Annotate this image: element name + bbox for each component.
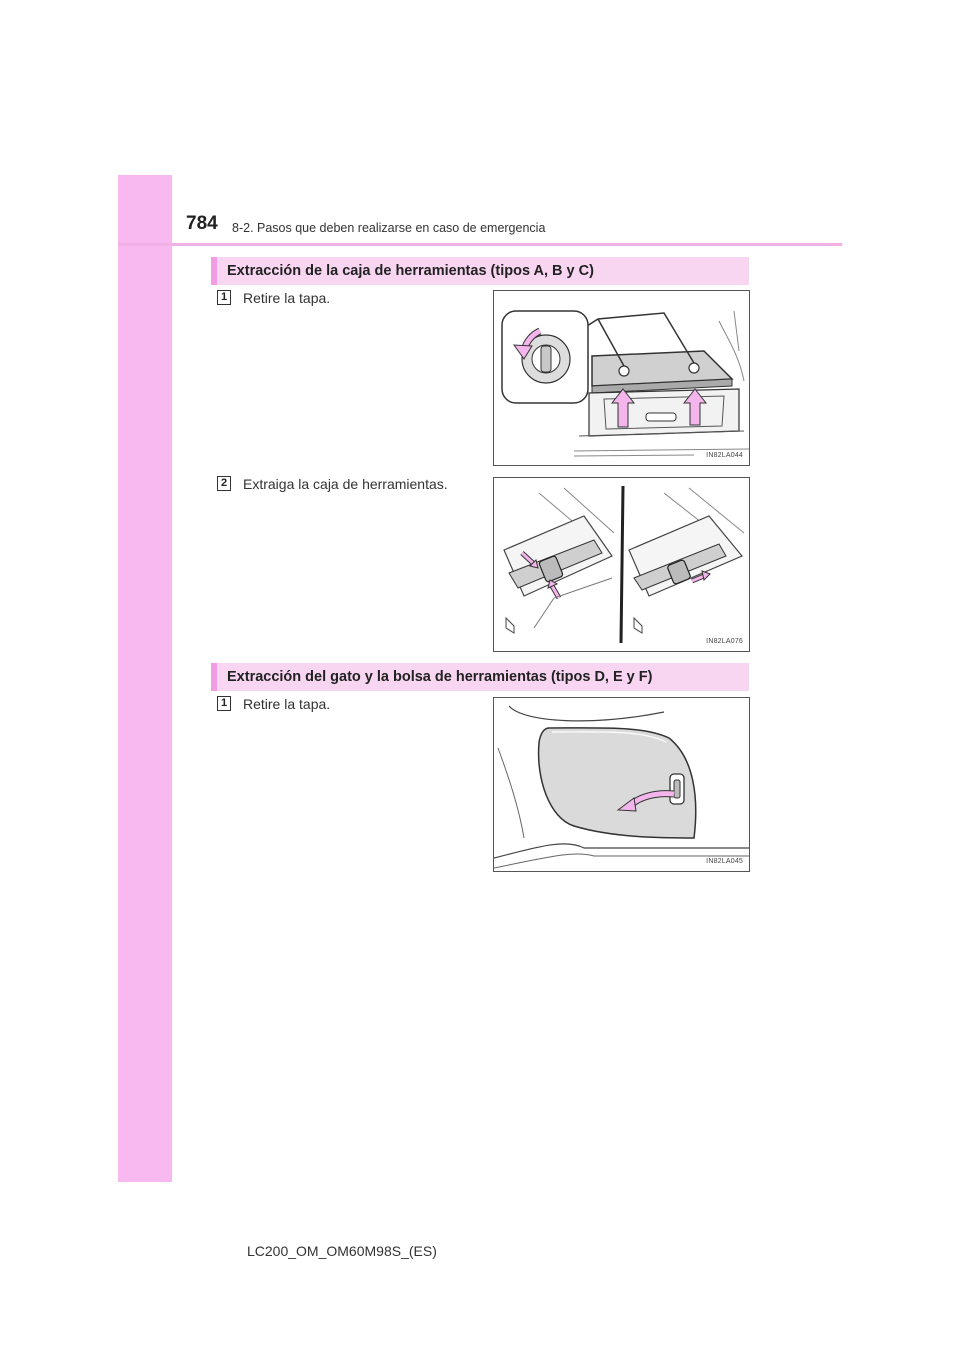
figure-strap-release xyxy=(493,477,750,652)
step-instruction: Retire la tapa. xyxy=(243,696,331,712)
page-number: 784 xyxy=(186,213,218,234)
tool-box-cover-removal-icon xyxy=(494,291,749,465)
figure-code: IN82LA076 xyxy=(706,638,743,645)
step-number-badge: 1 xyxy=(217,290,231,305)
step-number-badge: 1 xyxy=(217,696,231,711)
chapter-title: 8-2. Pasos que deben realizarse en caso de emergencia xyxy=(232,221,546,235)
section-title: Extracción de la caja de herramientas (tipos A, B y C) xyxy=(211,257,749,285)
section-title: Extracción del gato y la bolsa de herramientas (tipos D, E y F) xyxy=(211,663,749,691)
tool-box-strap-release-icon xyxy=(494,478,749,651)
step-number-badge: 2 xyxy=(217,476,231,491)
side-margin-band xyxy=(118,175,172,1182)
figure-code: IN82LA044 xyxy=(706,452,743,459)
document-code: LC200_OM_OM60M98S_(ES) xyxy=(247,1243,437,1259)
figure-code: IN82LA045 xyxy=(706,858,743,865)
side-panel-cover-removal-icon xyxy=(494,698,749,871)
step-instruction: Extraiga la caja de herramientas. xyxy=(243,476,448,492)
step-instruction: Retire la tapa. xyxy=(243,290,331,306)
figure-cover-removal xyxy=(493,290,750,466)
header-rule xyxy=(118,243,842,246)
figure-side-panel-removal xyxy=(493,697,750,872)
